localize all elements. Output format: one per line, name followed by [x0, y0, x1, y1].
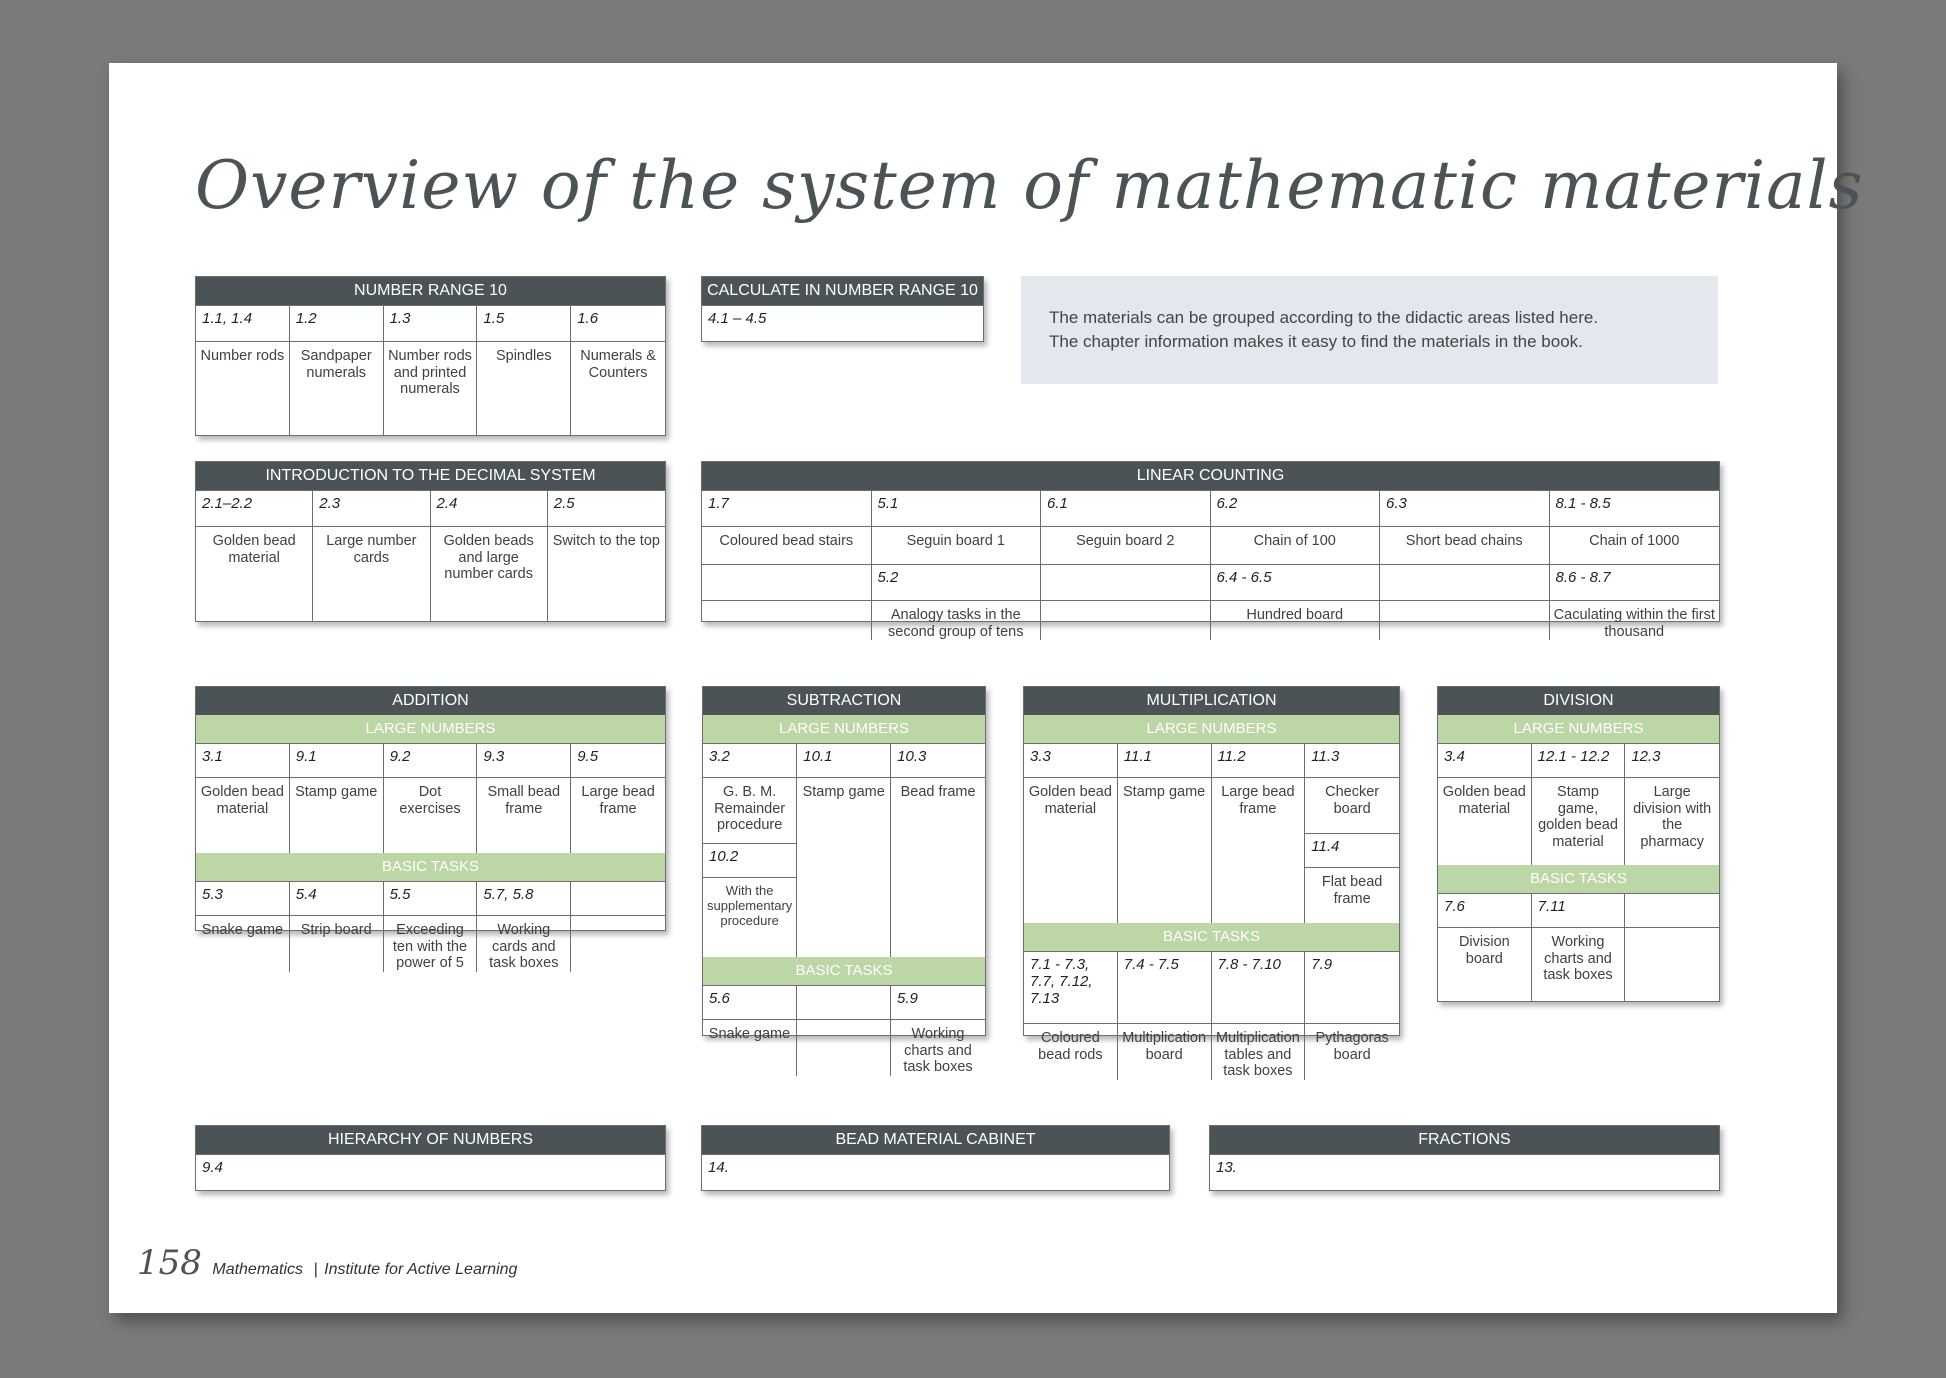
material-label: Working charts and task boxes	[1532, 927, 1626, 1001]
page	[109, 63, 1864, 1313]
material-label: Exceeding ten with the power of 5	[384, 915, 478, 972]
info-note	[1021, 276, 1718, 384]
material-label: Analogy tasks in the second group of tens	[872, 600, 1042, 640]
material-label: Strip board	[290, 915, 384, 972]
chapter-number: 5.9	[891, 985, 985, 1019]
chapter-number: 5.3	[196, 881, 290, 915]
box-addition	[195, 686, 666, 972]
chapter-number: 9.5	[571, 743, 665, 777]
material-label: Large bead frame	[1212, 777, 1306, 923]
material-label: Caculating within the first thousand	[1550, 600, 1720, 640]
material-label	[702, 600, 872, 640]
material-label: Stamp game	[1118, 777, 1212, 923]
chapter-number	[571, 881, 665, 915]
chapter-number: 11.2	[1212, 743, 1306, 777]
box-header: HIERARCHY OF NUMBERS	[196, 1126, 665, 1154]
box-header: FRACTIONS	[1210, 1126, 1719, 1154]
chapter-number: 4.1 – 4.5	[702, 305, 983, 341]
chapter-number: 2.4	[431, 490, 548, 526]
chapter-number: 11.4	[1305, 833, 1399, 867]
material-label: Snake game	[196, 915, 290, 972]
box-hierarchy-of-numbers	[195, 1125, 666, 1191]
chapter-number: 10.1	[797, 743, 891, 777]
note-line: The chapter information makes it easy to find the materials in the book.	[1049, 331, 1583, 351]
material-label: Number rods	[196, 341, 290, 435]
subheader-large-numbers: LARGE NUMBERS	[703, 715, 985, 743]
chapter-number: 12.3	[1625, 743, 1719, 777]
chapter-number: 1.7	[702, 490, 872, 526]
chapter-number: 1.6	[571, 305, 665, 341]
subheader-basic-tasks: BASIC TASKS	[1024, 923, 1399, 951]
subheader-basic-tasks: BASIC TASKS	[196, 853, 665, 881]
chapter-number	[1380, 564, 1550, 600]
subheader-large-numbers: LARGE NUMBERS	[1024, 715, 1399, 743]
chapter-number: 5.5	[384, 881, 478, 915]
material-label: Bead frame	[891, 777, 985, 957]
page-number: 158	[137, 1243, 202, 1283]
chapter-number: 5.2	[872, 564, 1042, 600]
material-label: Snake game	[703, 1019, 797, 1076]
material-label: Stamp game	[290, 777, 384, 853]
box-header: NUMBER RANGE 10	[196, 277, 665, 305]
chapter-number: 1.1, 1.4	[196, 305, 290, 341]
box-linear-counting	[701, 461, 1720, 640]
page-title: Overview of the system of mathematic materials	[195, 147, 1864, 224]
chapter-number: 7.6	[1438, 893, 1532, 927]
chapter-number: 7.4 - 7.5	[1118, 951, 1212, 1023]
chapter-number	[797, 985, 891, 1019]
chapter-number: 6.4 - 6.5	[1211, 564, 1381, 600]
subheader-basic-tasks: BASIC TASKS	[703, 957, 985, 985]
material-label	[797, 1019, 891, 1076]
box-division	[1437, 686, 1720, 1002]
material-label: Hundred board	[1211, 600, 1381, 640]
chapter-number: 2.3	[313, 490, 430, 526]
chapter-number: 2.1–2.2	[196, 490, 313, 526]
material-label: Large number cards	[313, 526, 430, 621]
box-calculate	[701, 276, 984, 342]
material-label: Working charts and task boxes	[891, 1019, 985, 1076]
footer-separator: |	[313, 1261, 318, 1278]
page-footer	[137, 1243, 517, 1283]
chapter-number: 7.9	[1305, 951, 1399, 1023]
chapter-number: 7.1 - 7.3, 7.7, 7.12, 7.13	[1024, 951, 1118, 1023]
material-label: Large bead frame	[571, 777, 665, 853]
material-label: Multiplication tables and task boxes	[1212, 1023, 1306, 1080]
material-label	[1380, 600, 1550, 640]
material-label: Division board	[1438, 927, 1532, 1001]
chapter-number: 9.2	[384, 743, 478, 777]
chapter-number: 11.1	[1118, 743, 1212, 777]
material-label: Spindles	[477, 341, 571, 435]
box-header: DIVISION	[1438, 687, 1719, 715]
chapter-number: 9.4	[196, 1154, 665, 1190]
box-header: BEAD MATERIAL CABINET	[702, 1126, 1169, 1154]
chapter-number: 8.1 - 8.5	[1550, 490, 1720, 526]
chapter-number: 6.3	[1380, 490, 1550, 526]
chapter-number: 11.3	[1305, 743, 1399, 777]
box-decimal-system	[195, 461, 666, 622]
material-label: Chain of 100	[1211, 526, 1381, 564]
material-label	[1625, 927, 1719, 1001]
chapter-number: 5.7, 5.8	[477, 881, 571, 915]
chapter-number: 6.1	[1041, 490, 1211, 526]
material-label: Golden bead material	[196, 526, 313, 621]
chapter-number: 7.8 - 7.10	[1212, 951, 1306, 1023]
material-label: Golden beads and large number cards	[431, 526, 548, 621]
material-label: Golden bead material	[196, 777, 290, 853]
chapter-number: 10.3	[891, 743, 985, 777]
material-label: Coloured bead rods	[1024, 1023, 1118, 1080]
material-label: Flat bead frame	[1305, 867, 1399, 923]
box-number-range-10	[195, 276, 666, 436]
box-header: MULTIPLICATION	[1024, 687, 1399, 715]
material-label: Stamp game	[797, 777, 891, 957]
chapter-number	[1625, 893, 1719, 927]
chapter-number: 3.3	[1024, 743, 1118, 777]
box-header: SUBTRACTION	[703, 687, 985, 715]
chapter-number: 1.2	[290, 305, 384, 341]
chapter-number	[1041, 564, 1211, 600]
box-fractions	[1209, 1125, 1720, 1191]
chapter-number: 1.3	[384, 305, 478, 341]
material-label: Large division with the pharmacy	[1625, 777, 1719, 865]
material-label: Switch to the top	[548, 526, 665, 621]
chapter-number: 1.5	[477, 305, 571, 341]
material-label: Golden bead material	[1438, 777, 1532, 865]
box-multiplication	[1023, 686, 1400, 1080]
subheader-large-numbers: LARGE NUMBERS	[196, 715, 665, 743]
subheader-basic-tasks: BASIC TASKS	[1438, 865, 1719, 893]
material-label: Seguin board 2	[1041, 526, 1211, 564]
chapter-number: 10.2	[703, 843, 797, 877]
material-label: Multiplication board	[1118, 1023, 1212, 1080]
material-label	[1041, 600, 1211, 640]
chapter-number: 9.1	[290, 743, 384, 777]
box-header: ADDITION	[196, 687, 665, 715]
material-label: Sandpaper numerals	[290, 341, 384, 435]
material-label: Checker board	[1305, 777, 1399, 833]
material-label: Pythagoras board	[1305, 1023, 1399, 1080]
material-label: Coloured bead stairs	[702, 526, 872, 564]
chapter-number	[702, 564, 872, 600]
material-label: G. B. M. Remainder procedure	[703, 777, 797, 843]
box-subtraction	[702, 686, 986, 1076]
box-header: CALCULATE IN NUMBER RANGE 10	[702, 277, 983, 305]
material-label: Golden bead material	[1024, 777, 1118, 923]
footer-subject: Mathematics	[212, 1261, 304, 1278]
material-label: Number rods and printed numerals	[384, 341, 478, 435]
material-label: Working cards and task boxes	[477, 915, 571, 972]
note-line: The materials can be grouped according to the didactic areas listed here.	[1049, 308, 1599, 327]
material-label: With the supplementary procedure	[703, 877, 797, 957]
material-label: Dot exercises	[384, 777, 478, 853]
chapter-number: 5.6	[703, 985, 797, 1019]
material-label: Stamp game, golden bead material	[1532, 777, 1626, 865]
subheader-large-numbers: LARGE NUMBERS	[1438, 715, 1719, 743]
chapter-number: 7.11	[1532, 893, 1626, 927]
material-label: Seguin board 1	[872, 526, 1042, 564]
chapter-number: 13.	[1210, 1154, 1719, 1190]
material-label: Short bead chains	[1380, 526, 1550, 564]
chapter-number: 6.2	[1211, 490, 1381, 526]
material-label: Chain of 1000	[1550, 526, 1720, 564]
material-label	[571, 915, 665, 972]
chapter-number: 5.1	[872, 490, 1042, 526]
chapter-number: 12.1 - 12.2	[1532, 743, 1626, 777]
chapter-number: 14.	[702, 1154, 1169, 1190]
box-header: INTRODUCTION TO THE DECIMAL SYSTEM	[196, 462, 665, 490]
material-label: Small bead frame	[477, 777, 571, 853]
material-label: Numerals & Counters	[571, 341, 665, 435]
chapter-number: 8.6 - 8.7	[1550, 564, 1720, 600]
footer-publisher: Institute for Active Learning	[324, 1261, 518, 1278]
chapter-number: 3.4	[1438, 743, 1532, 777]
chapter-number: 5.4	[290, 881, 384, 915]
chapter-number: 2.5	[548, 490, 665, 526]
chapter-number: 3.2	[703, 743, 797, 777]
box-header: LINEAR COUNTING	[702, 462, 1719, 490]
chapter-number: 3.1	[196, 743, 290, 777]
box-bead-material-cabinet	[701, 1125, 1170, 1191]
chapter-number: 9.3	[477, 743, 571, 777]
